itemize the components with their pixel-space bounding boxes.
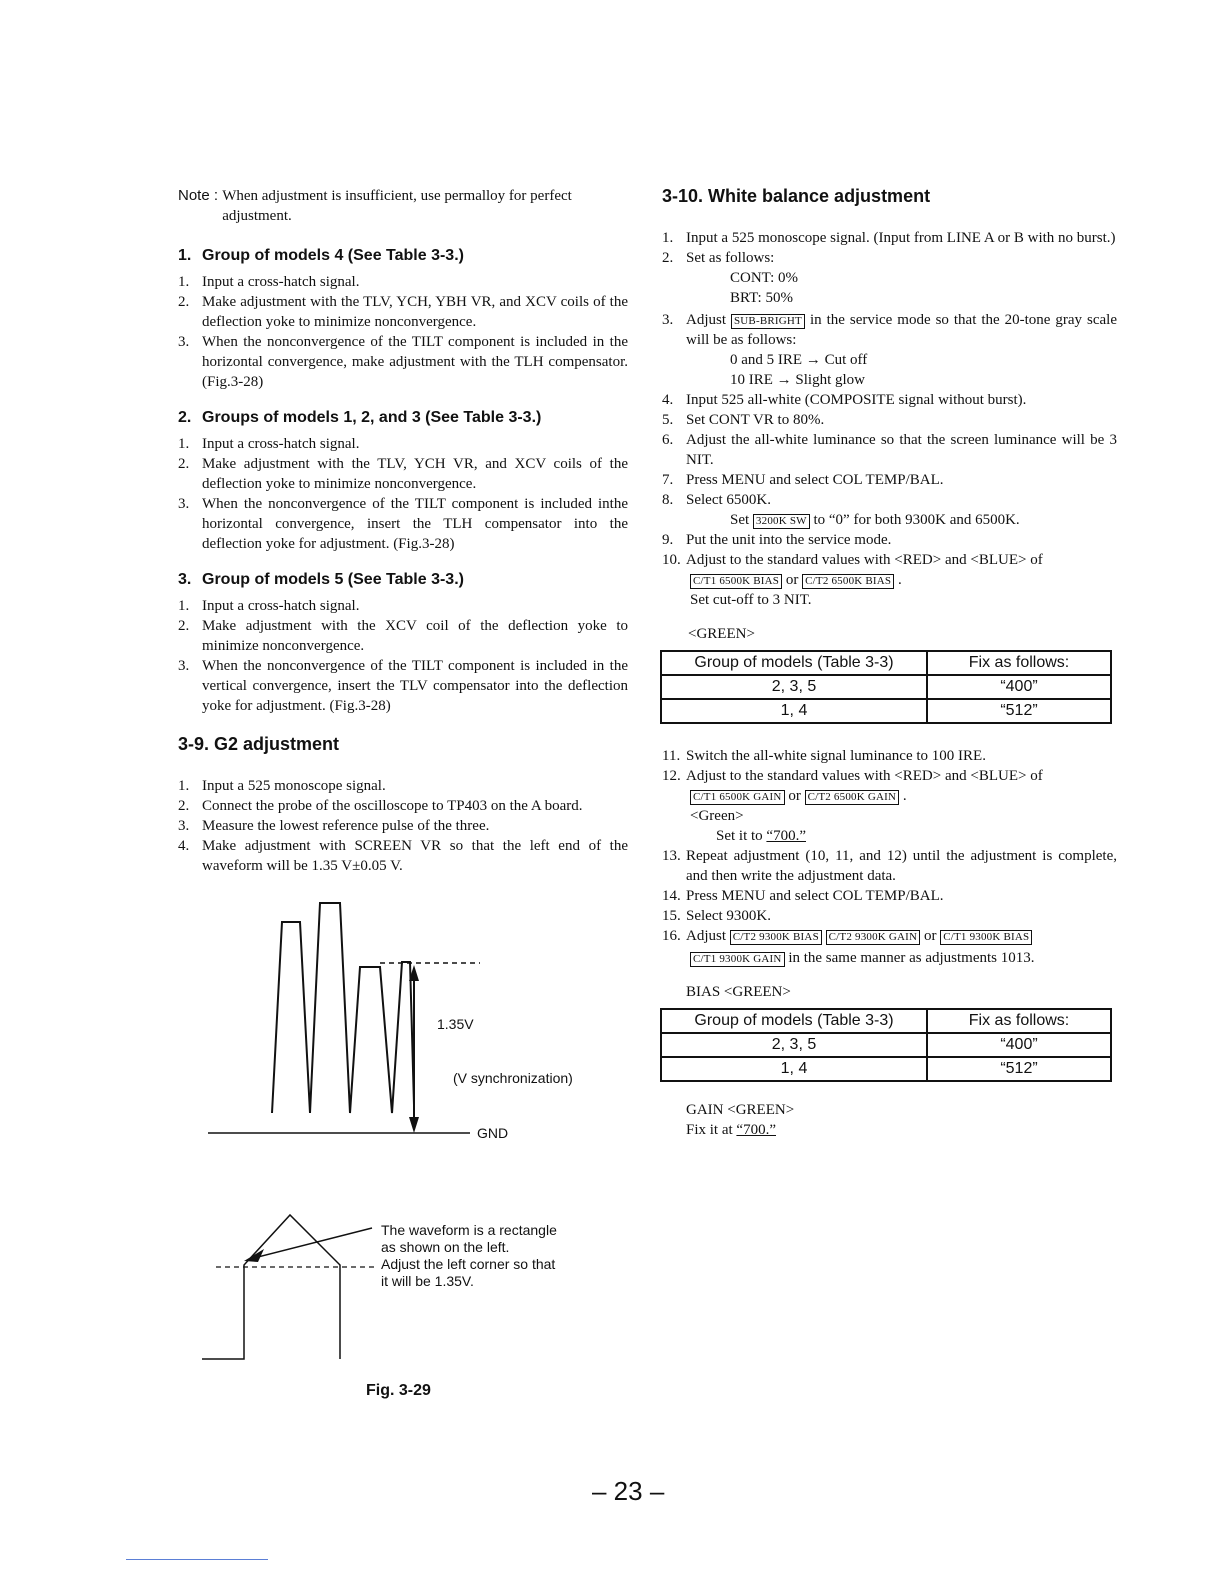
rectangle-waveform-diagram xyxy=(200,1205,390,1375)
gain-green-label: GAIN <GREEN> xyxy=(686,1102,795,1118)
table-header-row xyxy=(661,651,1111,675)
table-cell: “400” xyxy=(927,1033,1111,1057)
sub-bright-key: SUB-BRIGHT xyxy=(731,314,805,329)
list-item: 2. Make adjustment with the TLV, YCH, YBH VR, and XCV coils of the deflection yoke to minimize nonconvergence. xyxy=(178,294,628,330)
step-list xyxy=(178,596,628,716)
gnd-label: GND xyxy=(477,1125,509,1141)
section-group-4 xyxy=(178,246,628,392)
table-cell: 1, 4 xyxy=(661,1057,927,1081)
list-item: 6. Adjust the all-white luminance so that the screen luminance will be 3 NIT. xyxy=(662,432,1117,468)
step-list xyxy=(178,272,628,392)
list-item: 13. Repeat adjustment (10, 11, and 12) until the adjustment is complete, and then write the adjustment data. xyxy=(662,848,1117,884)
table-cell: “512” xyxy=(927,699,1111,723)
list-item: 2. Make adjustment with the XCV coil of the deflection yoke to minimize nonconvergence. xyxy=(178,618,628,654)
ct1-6500k-gain-key: C/T1 6500K GAIN xyxy=(690,790,785,805)
list-item: 4. Make adjustment with SCREEN VR so that the left end of the waveform will be 1.35 V±0.05 V. xyxy=(178,838,628,874)
list-item: 1. Input a cross-hatch signal. xyxy=(178,436,360,452)
ct2-6500k-bias-key: C/T2 6500K BIAS xyxy=(802,574,894,589)
bias-green-table xyxy=(660,1008,1112,1082)
annotation-text: The waveform is a rectangle as shown on the left. Adjust the left corner so that it will be 1.35V. xyxy=(381,1222,557,1289)
ct1-9300k-gain-key: C/T1 9300K GAIN xyxy=(690,952,785,967)
note-text: When adjustment is insufficient, use permalloy for perfect adjustment. xyxy=(222,188,572,224)
list-item: 0 and 5 IRE → Cut off xyxy=(730,352,868,368)
pulse-waveform xyxy=(272,903,414,1113)
list-item: 4. Input 525 all-white (COMPOSITE signal without burst). xyxy=(662,392,1027,408)
pointer-line xyxy=(250,1228,372,1259)
list-item: 9. Put the unit into the service mode. xyxy=(662,532,892,548)
list-item: 3. When the nonconvergence of the TILT component is included in the horizontal convergence, make adjustment with the TLH compensator. (Fig.3-28) xyxy=(178,334,628,390)
list-item: 15. Select 9300K. xyxy=(662,908,771,924)
table-header-cell: Fix as follows: xyxy=(927,651,1111,675)
list-item: 1. Input a cross-hatch signal. xyxy=(178,274,360,290)
right-column xyxy=(662,186,1117,1140)
list-item: Set 3200K SW to “0” for both 9300K and 6500K. xyxy=(730,512,1020,528)
section-heading: 1. Group of models 4 (See Table 3-3.) xyxy=(178,247,464,264)
list-item: 10 IRE → Slight glow xyxy=(730,372,866,388)
list-item: 3. Measure the lowest reference pulse of the three. xyxy=(178,818,490,834)
bias-green-label: BIAS <GREEN> xyxy=(686,984,791,1000)
step-list xyxy=(178,434,628,554)
table-row xyxy=(661,675,1111,699)
table-header-cell: Group of models (Table 3-3) xyxy=(661,1009,927,1033)
left-column xyxy=(178,186,628,876)
list-item: BRT: 50% xyxy=(730,290,793,306)
3200k-sw-key: 3200K SW xyxy=(753,514,810,529)
list-item: 3. Adjust SUB-BRIGHT in the service mode so that the 20-tone gray scale will be as follows: xyxy=(662,312,1117,348)
list-item: 1. Input a 525 monoscope signal. xyxy=(178,778,386,794)
g2-heading: 3-9. G2 adjustment xyxy=(178,734,340,754)
note xyxy=(178,186,628,226)
list-item: CONT: 0% xyxy=(730,270,798,286)
list-item: C/T1 6500K GAIN or C/T2 6500K GAIN . xyxy=(662,786,1117,806)
ct2-9300k-gain-key: C/T2 9300K GAIN xyxy=(826,930,921,945)
ct1-9300k-bias-key: C/T1 9300K BIAS xyxy=(940,930,1032,945)
section-group-5 xyxy=(178,570,628,716)
green-label: <GREEN> xyxy=(688,626,755,642)
list-item: 2. Set as follows: xyxy=(662,250,775,266)
list-item: <Green> xyxy=(690,808,744,824)
table-cell: “512” xyxy=(927,1057,1111,1081)
footer-rule xyxy=(126,1559,268,1560)
sync-label: (V synchronization) xyxy=(453,1070,573,1086)
white-balance-steps-continued xyxy=(662,746,1117,968)
list-item: 2. Make adjustment with the TLV, YCH VR, and XCV coils of the deflection yoke to minimize nonconvergence. xyxy=(178,456,628,492)
list-item: 7. Press MENU and select COL TEMP/BAL. xyxy=(662,472,944,488)
list-item: 16. Adjust C/T2 9300K BIAS C/T2 9300K GAIN or C/T1 9300K BIAS xyxy=(662,926,1117,946)
table-header-cell: Fix as follows: xyxy=(927,1009,1111,1033)
list-item: 5. Set CONT VR to 80%. xyxy=(662,412,825,428)
pointer-arrow-head xyxy=(244,1249,264,1262)
table-header-cell: Group of models (Table 3-3) xyxy=(661,651,927,675)
white-balance-heading: 3-10. White balance adjustment xyxy=(662,186,931,206)
voltage-label: 1.35V xyxy=(437,1016,474,1032)
list-item: 11. Switch the all-white signal luminance to 100 IRE. xyxy=(662,748,986,764)
section-heading: 3. Group of models 5 (See Table 3-3.) xyxy=(178,571,464,588)
table-row xyxy=(661,1033,1111,1057)
list-item: 8. Select 6500K. xyxy=(662,492,771,508)
table-row xyxy=(661,699,1111,723)
list-item: 1. Input a 525 monoscope signal. (Input from LINE A or B with no burst.) xyxy=(662,230,1116,246)
list-item: 10. Adjust to the standard values with <RED> and <BLUE> of xyxy=(662,552,1043,568)
list-item: 3. When the nonconvergence of the TILT component is included in the vertical convergence, insert the TLV compensator into the deflection yoke for adjustment. (Fig.3-28) xyxy=(178,658,628,714)
gain-fix-text: Fix it at “700.” xyxy=(686,1122,776,1138)
rectangle-waveform xyxy=(202,1215,340,1359)
list-item: 2. Connect the probe of the oscilloscope to TP403 on the A board. xyxy=(178,798,583,814)
arrow-head-down xyxy=(409,1117,419,1133)
table-cell: 2, 3, 5 xyxy=(661,1033,927,1057)
page-number: – 23 – xyxy=(592,1476,665,1506)
section-groups-1-2-3 xyxy=(178,408,628,554)
white-balance-steps xyxy=(662,228,1117,610)
list-item: 1. Input a cross-hatch signal. xyxy=(178,598,360,614)
list-item: 3. When the nonconvergence of the TILT component is included inthe horizontal convergence, insert the TLH compensator into the deflection yoke for adjustment. (Fig.3-28) xyxy=(178,496,628,552)
ct2-6500k-gain-key: C/T2 6500K GAIN xyxy=(805,790,900,805)
ct2-9300k-bias-key: C/T2 9300K BIAS xyxy=(730,930,822,945)
list-item: Set cut-off to 3 NIT. xyxy=(690,592,812,608)
table-header-row xyxy=(661,1009,1111,1033)
table-row xyxy=(661,1057,1111,1081)
list-item: Set it to “700.” xyxy=(716,828,806,844)
table-cell: 2, 3, 5 xyxy=(661,675,927,699)
green-table xyxy=(660,650,1112,724)
figure-caption: Fig. 3-29 xyxy=(366,1382,431,1399)
ct1-6500k-bias-key: C/T1 6500K BIAS xyxy=(690,574,782,589)
section-heading: 2. Groups of models 1, 2, and 3 (See Table 3-3.) xyxy=(178,409,542,426)
g2-step-list xyxy=(178,776,628,876)
note-label: Note : xyxy=(178,187,223,204)
list-item: 12. Adjust to the standard values with <RED> and <BLUE> of xyxy=(662,768,1043,784)
list-item: C/T1 9300K GAIN in the same manner as adjustments 1013. xyxy=(662,948,1117,968)
table-cell: “400” xyxy=(927,675,1111,699)
table-cell: 1, 4 xyxy=(661,699,927,723)
list-item: 14. Press MENU and select COL TEMP/BAL. xyxy=(662,888,944,904)
list-item: C/T1 6500K BIAS or C/T2 6500K BIAS . xyxy=(662,570,1117,590)
waveform-diagram xyxy=(200,895,530,1145)
